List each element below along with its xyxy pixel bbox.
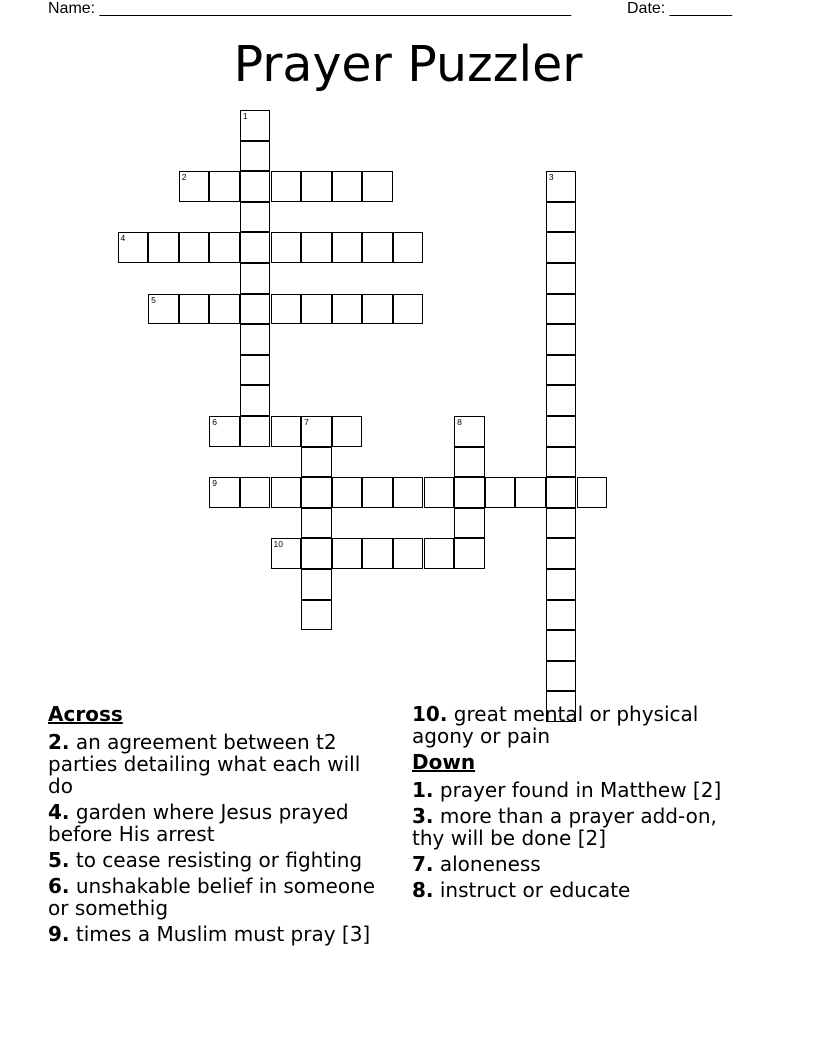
clue-across-2 bbox=[48, 731, 388, 797]
clue-text: unshakable belief in someone or somethig bbox=[48, 874, 376, 920]
clues-left-column bbox=[48, 703, 388, 949]
clue-across-6 bbox=[48, 875, 388, 919]
clue-text: instruct or educate bbox=[433, 878, 631, 902]
grid-cell[interactable] bbox=[546, 477, 577, 508]
name-field[interactable]: Name: _____________________________________________________ bbox=[48, 0, 572, 17]
grid-cell[interactable] bbox=[240, 416, 271, 447]
grid-cell[interactable] bbox=[515, 477, 546, 508]
grid-cell[interactable] bbox=[546, 630, 577, 661]
grid-cell[interactable] bbox=[148, 294, 179, 325]
grid-cell[interactable] bbox=[301, 477, 332, 508]
grid-cell[interactable] bbox=[454, 447, 485, 478]
grid-cell[interactable] bbox=[454, 538, 485, 569]
grid-cell[interactable] bbox=[546, 416, 577, 447]
grid-cell[interactable] bbox=[424, 538, 455, 569]
clue-number: 8. bbox=[412, 878, 434, 902]
grid-cell[interactable] bbox=[271, 294, 302, 325]
clue-down-8 bbox=[412, 879, 752, 901]
grid-cell[interactable] bbox=[179, 294, 210, 325]
grid-cell[interactable] bbox=[546, 294, 577, 325]
clue-across-5 bbox=[48, 849, 388, 871]
grid-cell[interactable] bbox=[546, 324, 577, 355]
grid-cell[interactable] bbox=[271, 416, 302, 447]
grid-cell[interactable] bbox=[546, 447, 577, 478]
down-heading: Down bbox=[412, 750, 476, 774]
grid-cell[interactable] bbox=[301, 569, 332, 600]
grid-cell[interactable] bbox=[546, 600, 577, 631]
clue-text: times a Muslim must pray [3] bbox=[69, 922, 371, 946]
across-heading: Across bbox=[48, 702, 123, 726]
clue-text: aloneness bbox=[433, 852, 541, 876]
clues-right-column bbox=[412, 703, 752, 905]
grid-cell[interactable] bbox=[271, 538, 302, 569]
grid-cell[interactable] bbox=[577, 477, 608, 508]
grid-cell[interactable] bbox=[393, 294, 424, 325]
grid-cell[interactable] bbox=[393, 232, 424, 263]
grid-cell[interactable] bbox=[546, 569, 577, 600]
clue-number-label: 7 bbox=[304, 417, 309, 427]
grid-cell[interactable] bbox=[301, 447, 332, 478]
grid-cell[interactable] bbox=[332, 416, 363, 447]
grid-cell[interactable] bbox=[546, 171, 577, 202]
clue-number: 4. bbox=[48, 800, 70, 824]
grid-cell[interactable] bbox=[240, 110, 271, 141]
grid-cell[interactable] bbox=[209, 416, 240, 447]
grid-cell[interactable] bbox=[332, 171, 363, 202]
grid-cell[interactable] bbox=[546, 538, 577, 569]
grid-cell[interactable] bbox=[362, 538, 393, 569]
grid-cell[interactable] bbox=[546, 385, 577, 416]
grid-cell[interactable] bbox=[332, 232, 363, 263]
grid-cell[interactable] bbox=[424, 477, 455, 508]
grid-cell[interactable] bbox=[240, 385, 271, 416]
grid-cell[interactable] bbox=[209, 171, 240, 202]
grid-cell[interactable] bbox=[301, 600, 332, 631]
grid-cell[interactable] bbox=[546, 232, 577, 263]
grid-cell[interactable] bbox=[240, 263, 271, 294]
grid-cell[interactable] bbox=[301, 294, 332, 325]
clue-across-10 bbox=[412, 703, 752, 747]
clue-number: 3. bbox=[412, 804, 434, 828]
clue-number: 5. bbox=[48, 848, 70, 872]
grid-cell[interactable] bbox=[240, 477, 271, 508]
clue-across-4 bbox=[48, 801, 388, 845]
clue-number-label: 2 bbox=[181, 172, 187, 183]
grid-cell[interactable] bbox=[209, 477, 240, 508]
clue-across-9 bbox=[48, 923, 388, 945]
clue-number-label: 6 bbox=[212, 417, 218, 427]
clue-number-label: 1 bbox=[242, 111, 248, 121]
grid-cell[interactable] bbox=[271, 171, 302, 202]
grid-cell[interactable] bbox=[209, 232, 240, 263]
grid-cell[interactable] bbox=[485, 477, 516, 508]
clue-text: to cease resisting or fighting bbox=[69, 848, 363, 872]
grid-cell[interactable] bbox=[393, 538, 424, 569]
clue-text: great mental or physical agony or pain bbox=[412, 702, 699, 748]
clue-number: 9. bbox=[48, 922, 70, 946]
clue-number: 1. bbox=[412, 778, 434, 802]
clue-number: 7. bbox=[412, 852, 434, 876]
clue-number-label: 4 bbox=[120, 233, 126, 244]
grid-cell[interactable] bbox=[240, 355, 271, 386]
grid-cell[interactable] bbox=[301, 508, 332, 539]
clue-down-3 bbox=[412, 805, 752, 849]
clue-number-label: 8 bbox=[457, 417, 462, 427]
grid-cell[interactable] bbox=[454, 477, 485, 508]
grid-cell[interactable] bbox=[271, 232, 302, 263]
grid-cell[interactable] bbox=[546, 661, 577, 692]
grid-cell[interactable] bbox=[546, 355, 577, 386]
grid-cell[interactable] bbox=[240, 232, 271, 263]
clue-number-label: 3 bbox=[548, 172, 554, 183]
clue-text: more than a prayer add-on, thy will be done [2] bbox=[412, 804, 717, 850]
grid-cell[interactable] bbox=[301, 538, 332, 569]
grid-cell[interactable] bbox=[301, 171, 332, 202]
clue-down-7 bbox=[412, 853, 752, 875]
grid-cell[interactable] bbox=[301, 416, 332, 447]
page-title: Prayer Puzzler bbox=[233, 36, 583, 93]
clue-text: an agreement between t2 parties detailing what each will do bbox=[48, 730, 361, 798]
grid-cell[interactable] bbox=[118, 232, 149, 263]
clue-number-label: 10 bbox=[273, 539, 283, 550]
grid-cell[interactable] bbox=[271, 477, 302, 508]
grid-cell[interactable] bbox=[362, 232, 393, 263]
clue-text: garden where Jesus prayed before His arrest bbox=[48, 800, 349, 846]
clue-number-label: 9 bbox=[212, 478, 218, 489]
grid-cell[interactable] bbox=[362, 477, 393, 508]
grid-cell[interactable] bbox=[179, 171, 210, 202]
clue-down-1 bbox=[412, 779, 752, 801]
grid-cell[interactable] bbox=[240, 294, 271, 325]
grid-cell[interactable] bbox=[454, 416, 485, 447]
clue-number: 6. bbox=[48, 874, 70, 898]
date-field[interactable]: Date: _______ bbox=[627, 0, 732, 17]
grid-cell[interactable] bbox=[148, 232, 179, 263]
clue-text: prayer found in Matthew [2] bbox=[433, 778, 722, 802]
grid-cell[interactable] bbox=[362, 294, 393, 325]
clue-number: 2. bbox=[48, 730, 70, 754]
grid-cell[interactable] bbox=[301, 232, 332, 263]
grid-cell[interactable] bbox=[332, 538, 363, 569]
grid-cell[interactable] bbox=[546, 263, 577, 294]
grid-cell[interactable] bbox=[332, 477, 363, 508]
clue-number-label: 5 bbox=[151, 294, 156, 305]
grid-cell[interactable] bbox=[546, 202, 577, 233]
grid-cell[interactable] bbox=[454, 508, 485, 539]
grid-cell[interactable] bbox=[240, 324, 271, 355]
grid-cell[interactable] bbox=[179, 232, 210, 263]
grid-cell[interactable] bbox=[240, 141, 271, 172]
grid-cell[interactable] bbox=[332, 294, 363, 325]
grid-cell[interactable] bbox=[240, 202, 271, 233]
grid-cell[interactable] bbox=[209, 294, 240, 325]
grid-cell[interactable] bbox=[393, 477, 424, 508]
grid-cell[interactable] bbox=[546, 508, 577, 539]
clue-number: 10. bbox=[412, 702, 448, 726]
grid-cell[interactable] bbox=[362, 171, 393, 202]
grid-cell[interactable] bbox=[240, 171, 271, 202]
